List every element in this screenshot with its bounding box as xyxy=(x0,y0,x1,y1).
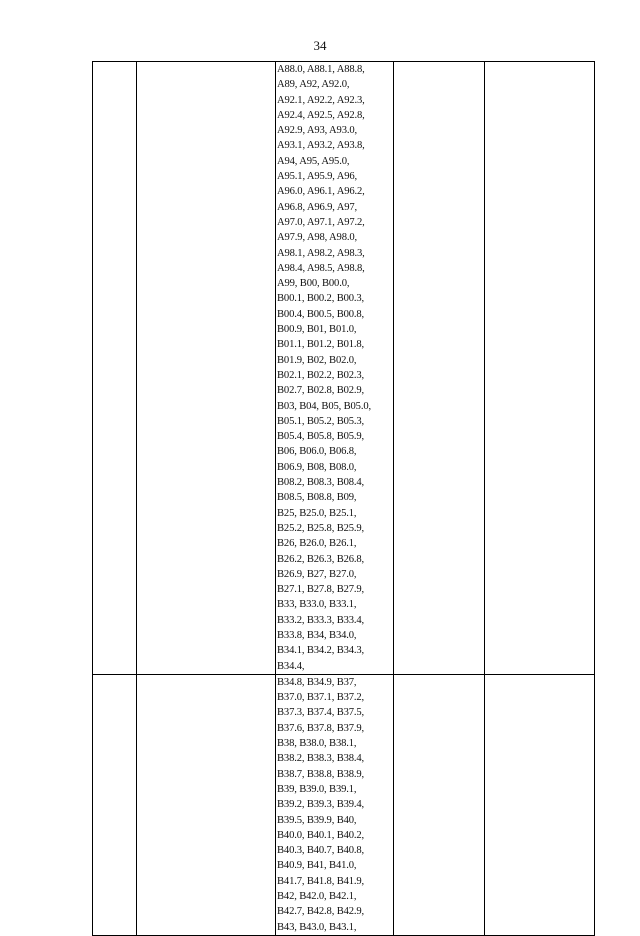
code-line: A92.1, A92.2, A92.3, xyxy=(277,94,365,106)
code-line: A98.4, A98.5, A98.8, xyxy=(277,262,365,274)
code-line: B01.1, B01.2, B01.8, xyxy=(277,339,365,351)
table-row xyxy=(93,62,595,675)
code-line: B40.9, B41, B41.0, xyxy=(277,860,357,872)
table-cell-empty xyxy=(485,62,595,675)
code-line: B40.3, B40.7, B40.8, xyxy=(277,845,365,857)
code-line: B00.1, B00.2, B00.3, xyxy=(277,293,365,305)
code-line: B06, B06.0, B06.8, xyxy=(277,446,357,458)
code-line: B25, B25.0, B25.1, xyxy=(277,507,357,519)
code-line: B38, B38.0, B38.1, xyxy=(277,738,357,750)
code-line: B37.3, B37.4, B37.5, xyxy=(277,707,365,719)
code-line: B00.4, B00.5, B00.8, xyxy=(277,308,365,320)
code-line: B38.7, B38.8, B38.9, xyxy=(277,768,365,780)
table-cell-empty xyxy=(93,62,137,675)
code-line: A97.9, A98, A98.0, xyxy=(277,232,357,244)
code-line: A96.8, A96.9, A97, xyxy=(277,201,357,213)
code-line: B08.5, B08.8, B09, xyxy=(277,492,357,504)
code-line: B01.9, B02, B02.0, xyxy=(277,354,357,366)
code-line: A96.0, A96.1, A96.2, xyxy=(277,186,365,198)
table-cell-empty xyxy=(137,674,276,935)
code-list xyxy=(276,62,393,674)
table-cell-empty xyxy=(93,674,137,935)
code-line: B42, B42.0, B42.1, xyxy=(277,891,357,903)
table-cell-codes xyxy=(276,62,394,675)
code-line: B39.5, B39.9, B40, xyxy=(277,814,357,826)
code-line: A94, A95, A95.0, xyxy=(277,155,350,167)
code-line: B26.9, B27, B27.0, xyxy=(277,568,357,580)
code-line: B33.2, B33.3, B33.4, xyxy=(277,614,365,626)
code-line: B05.4, B05.8, B05.9, xyxy=(277,431,365,443)
code-line: B26, B26.0, B26.1, xyxy=(277,538,357,550)
code-line: A88.0, A88.1, A88.8, xyxy=(277,64,365,75)
code-line: B25.2, B25.8, B25.9, xyxy=(277,522,365,534)
code-line: B27.1, B27.8, B27.9, xyxy=(277,584,365,596)
table-cell-empty xyxy=(394,674,485,935)
code-line: A98.1, A98.2, A98.3, xyxy=(277,247,365,259)
code-line: B34.8, B34.9, B37, xyxy=(277,676,357,688)
code-line: B37.0, B37.1, B37.2, xyxy=(277,692,365,704)
code-line: B34.1, B34.2, B34.3, xyxy=(277,645,365,657)
table-cell-empty xyxy=(485,674,595,935)
diagnosis-code-table xyxy=(92,61,595,936)
table-row xyxy=(93,674,595,935)
code-line: B02.1, B02.2, B02.3, xyxy=(277,369,365,381)
code-line: B00.9, B01, B01.0, xyxy=(277,324,357,336)
code-line: B02.7, B02.8, B02.9, xyxy=(277,385,365,397)
code-line: A93.1, A93.2, A93.8, xyxy=(277,140,365,152)
code-line: B39, B39.0, B39.1, xyxy=(277,783,357,795)
code-line: B42.7, B42.8, B42.9, xyxy=(277,906,365,918)
code-line: B38.2, B38.3, B38.4, xyxy=(277,753,365,765)
code-line: B43, B43.0, B43.1, xyxy=(277,921,357,933)
code-line: B33.8, B34, B34.0, xyxy=(277,629,357,641)
code-line: A95.1, A95.9, A96, xyxy=(277,171,357,183)
code-line: B37.6, B37.8, B37.9, xyxy=(277,722,365,734)
page-number: 34 xyxy=(313,38,327,53)
code-line: A92.4, A92.5, A92.8, xyxy=(277,109,365,121)
code-line: B05.1, B05.2, B05.3, xyxy=(277,415,365,427)
code-line: B26.2, B26.3, B26.8, xyxy=(277,553,365,565)
code-line: B39.2, B39.3, B39.4, xyxy=(277,799,365,811)
code-line: B06.9, B08, B08.0, xyxy=(277,461,357,473)
code-line: A89, A92, A92.0, xyxy=(277,79,350,91)
code-line: A92.9, A93, A93.0, xyxy=(277,125,357,137)
code-line: B34.4, xyxy=(277,660,305,672)
code-line: A97.0, A97.1, A97.2, xyxy=(277,216,365,228)
code-line: B33, B33.0, B33.1, xyxy=(277,599,357,611)
table-cell-codes xyxy=(276,674,394,935)
table-cell-empty xyxy=(137,62,276,675)
code-line: B03, B04, B05, B05.0, xyxy=(277,400,371,412)
code-line: A99, B00, B00.0, xyxy=(277,278,350,290)
code-line: B08.2, B08.3, B08.4, xyxy=(277,477,365,489)
code-list xyxy=(276,675,393,935)
table-cell-empty xyxy=(394,62,485,675)
code-line: B40.0, B40.1, B40.2, xyxy=(277,829,365,841)
code-line: B41.7, B41.8, B41.9, xyxy=(277,875,365,887)
